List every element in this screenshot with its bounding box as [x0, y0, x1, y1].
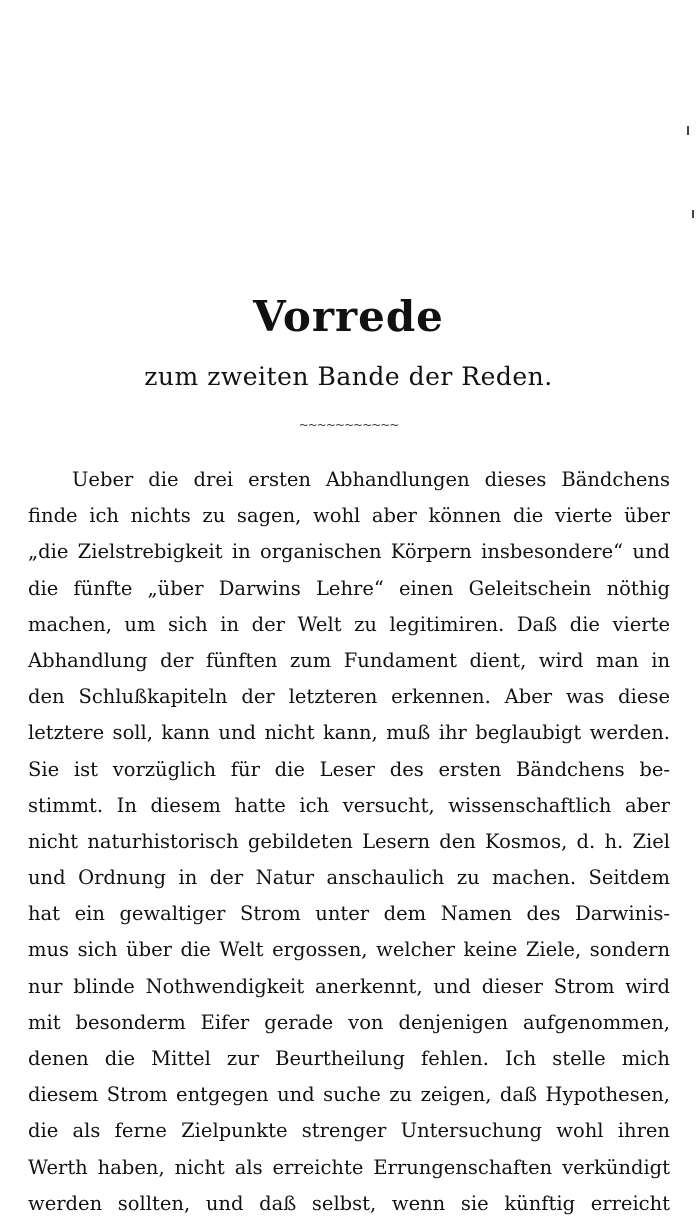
page-subtitle: zum zweiten Bande der Reden.	[144, 362, 553, 391]
text-line: mit besonderm Eifer gerade von denjenigen aufgenommen,	[28, 1010, 670, 1034]
text-line: hat ein gewaltiger Strom unter dem Namen des Darwinis-	[28, 902, 670, 926]
text-line: Ueber die drei ersten Abhandlungen dieses Bändchens	[72, 468, 670, 491]
text-line: Werth haben, nicht als erreichte Errungenschaften verkündigt	[28, 1155, 670, 1179]
text-line: diesem Strom entgegen und suche zu zeigen, daß Hypothesen,	[28, 1083, 670, 1107]
text-line: „die Zielstrebigkeit in organischen Körpern insbesondere“ und	[28, 540, 670, 564]
ornamental-divider: ~~~~~~~~~~~	[298, 418, 399, 432]
text-line: nur blinde Nothwendigkeit anerkennt, und dieser Strom wird	[28, 974, 670, 998]
text-line: den Schlußkapiteln der letzteren erkennen. Aber was diese	[28, 685, 670, 709]
text-line: denen die Mittel zur Beurtheilung fehlen. Ich stelle mich	[28, 1047, 670, 1070]
text-line: stimmt. In diesem hatte ich versucht, wissenschaftlich aber	[28, 793, 670, 817]
text-line: und Ordnung in der Natur anschaulich zu machen. Seitdem	[28, 866, 670, 890]
text-line: letztere soll, kann und nicht kann, muß ihr beglaubigt werden.	[28, 721, 670, 745]
text-line: die fünfte „über Darwins Lehre“ einen Geleitschein nöthig	[28, 576, 670, 600]
text-line: finde ich nichts zu sagen, wohl aber können die vierte über	[28, 504, 670, 528]
scan-speck	[692, 210, 694, 218]
text-line: mus sich über die Welt ergossen, welcher keine Ziele, sondern	[28, 938, 670, 962]
body-paragraph	[28, 462, 670, 1222]
text-line: nicht naturhistorisch gebildeten Lesern den Kosmos, d. h. Ziel	[28, 829, 670, 853]
scan-speck	[687, 126, 689, 135]
text-line: machen, um sich in der Welt zu legitimiren. Daß die vierte	[28, 612, 670, 636]
page-title: Vorrede	[253, 292, 444, 341]
text-line: werden sollten, und daß selbst, wenn sie künftig erreicht	[28, 1191, 670, 1215]
text-line: Abhandlung der fünften zum Fundament dient, wird man in	[28, 648, 670, 672]
text-line: Sie ist vorzüglich für die Leser des ersten Bändchens be-	[28, 757, 670, 781]
text-line: die als ferne Zielpunkte strenger Untersuchung wohl ihren	[28, 1119, 670, 1143]
